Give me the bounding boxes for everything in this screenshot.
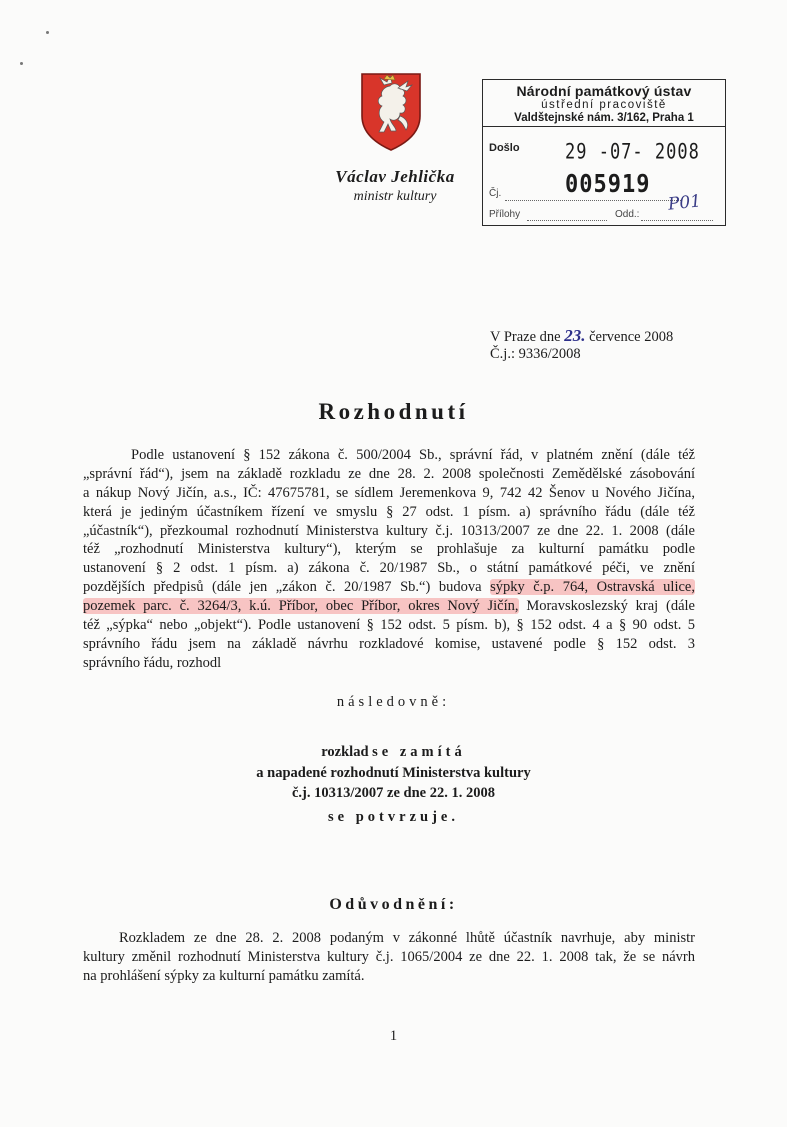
reasoning-paragraph bbox=[83, 929, 695, 986]
paragraph-line: správního řádu jsem na základě návrhu rozkladové komise, ustavené podle § 152 odst. 3 bbox=[83, 635, 695, 652]
paragraph-line: správního řádu, rozhodl bbox=[83, 654, 222, 671]
minister-name: Václav Jehlička bbox=[335, 167, 455, 186]
stamp-ref-number: 005919 bbox=[565, 170, 651, 199]
paragraph-text: pozdějších předpisů (dále jen „zákon č. 20/1987 Sb.“) budova bbox=[83, 579, 491, 596]
stamp-dotted-line bbox=[641, 220, 713, 221]
verdict-block bbox=[0, 742, 787, 827]
verdict-word-spaced: se zamítá bbox=[372, 744, 466, 760]
stamp-header bbox=[483, 80, 725, 127]
paragraph-text: Moravskoslezský kraj (dále bbox=[518, 598, 695, 615]
stamp-handwritten-mark: P01 bbox=[667, 191, 703, 215]
paragraph-line: „správní řád“), jsem na základě rozkladu ze dne 28. 2. 2008 společnosti Zemědělské zásobování bbox=[83, 465, 695, 482]
stamp-received-label: Došlo bbox=[489, 142, 520, 154]
minister-role: ministr kultury bbox=[353, 189, 437, 204]
stamp-dotted-line bbox=[527, 220, 607, 221]
paragraph-line: která je jediným účastníkem řízení ve smyslu § 27 odst. 1 písm. a) správního řádu (dále též bbox=[83, 503, 695, 520]
paragraph-line: též „sýpka“ nebo „objekt“). Podle ustanovení § 152 odst. 5 písm. b), § 152 odst. 4 a § 90 odst. 5 bbox=[83, 617, 695, 634]
handwritten-day: 23. bbox=[564, 326, 586, 345]
stamp-ref-label: Čj. bbox=[489, 188, 502, 199]
place-date-suffix: července 2008 bbox=[589, 329, 674, 345]
highlighted-text: pozemek parc. č. 3264/3, k.ú. Příbor, obec Příbor, okres Nový Jičín, bbox=[83, 598, 519, 615]
paragraph-line: a nákup Nový Jičín, a.s., IČ: 47675781, se sídlem Jeremenkova 9, 742 42 Šenov u Nového Jičína, bbox=[83, 484, 695, 501]
place-date-block bbox=[490, 327, 673, 363]
page-number: 1 bbox=[389, 1028, 398, 1044]
place-date-line bbox=[490, 327, 673, 346]
stamp-department-label: Odd.: bbox=[615, 209, 640, 220]
registry-stamp bbox=[482, 79, 726, 226]
verdict-line: se potvrzuje. bbox=[328, 808, 459, 825]
document-title: Rozhodnutí bbox=[318, 399, 469, 424]
stamp-attachments-label: Přílohy bbox=[489, 209, 521, 220]
paragraph-line: na prohlášení sýpky za kulturní památku zamítá. bbox=[83, 967, 365, 984]
verdict-line bbox=[0, 742, 787, 763]
paragraph-line: Podle ustanovení § 152 zákona č. 500/2004 Sb., správní řád, v platném znění (dále též bbox=[131, 447, 695, 463]
reasoning-heading: Odůvodnění: bbox=[329, 896, 458, 913]
verdict-word: rozklad bbox=[321, 744, 369, 760]
paragraph-line: též „rozhodnutí Ministerstva kultury“), kterým se prohlašuje za kulturní památku podle bbox=[83, 541, 695, 558]
verdict-intro: následovně: bbox=[336, 694, 451, 710]
verdict-line: a napadené rozhodnutí Ministerstva kultury bbox=[256, 764, 531, 781]
paragraph-line: „účastník“), přezkoumal rozhodnutí Ministerstva kultury č.j. 10313/2007 ze dne 22. 1. 2008 (dále bbox=[83, 522, 695, 539]
stamp-organization: Národní památkový ústav bbox=[516, 83, 692, 99]
scan-speck bbox=[46, 31, 49, 34]
intro-paragraph bbox=[83, 446, 695, 673]
paragraph-line: kultury změnil rozhodnutí Ministerstva kultury č.j. 1065/2004 ze dne 22. 1. 2008 tak, že se návrh bbox=[83, 948, 695, 965]
paragraph-line bbox=[83, 578, 695, 597]
verdict-line: č.j. 10313/2007 ze dne 22. 1. 2008 bbox=[292, 785, 495, 801]
paragraph-line: ustanovení § 2 odst. 1 písm. a) zákona č. 20/1987 Sb., o státní památkové péči, ve znění bbox=[83, 560, 695, 577]
scan-speck bbox=[20, 62, 23, 65]
stamp-dotted-line bbox=[505, 200, 681, 201]
coat-of-arms-icon bbox=[360, 72, 422, 152]
paragraph-line: Rozkladem ze dne 28. 2. 2008 podaným v zákonné lhůtě účastník navrhuje, aby ministr bbox=[119, 930, 695, 946]
paragraph-line bbox=[83, 597, 695, 616]
stamp-received-date: 29 -07- 2008 bbox=[565, 139, 700, 165]
stamp-address: Valdštejnské nám. 3/162, Praha 1 bbox=[514, 112, 694, 124]
stamp-unit: ústřední pracoviště bbox=[541, 99, 667, 111]
highlighted-text: sýpky č.p. 764, Ostravská ulice, bbox=[490, 579, 695, 596]
place-date-prefix: V Praze dne bbox=[490, 329, 561, 345]
document-reference: Č.j.: 9336/2008 bbox=[490, 346, 581, 362]
